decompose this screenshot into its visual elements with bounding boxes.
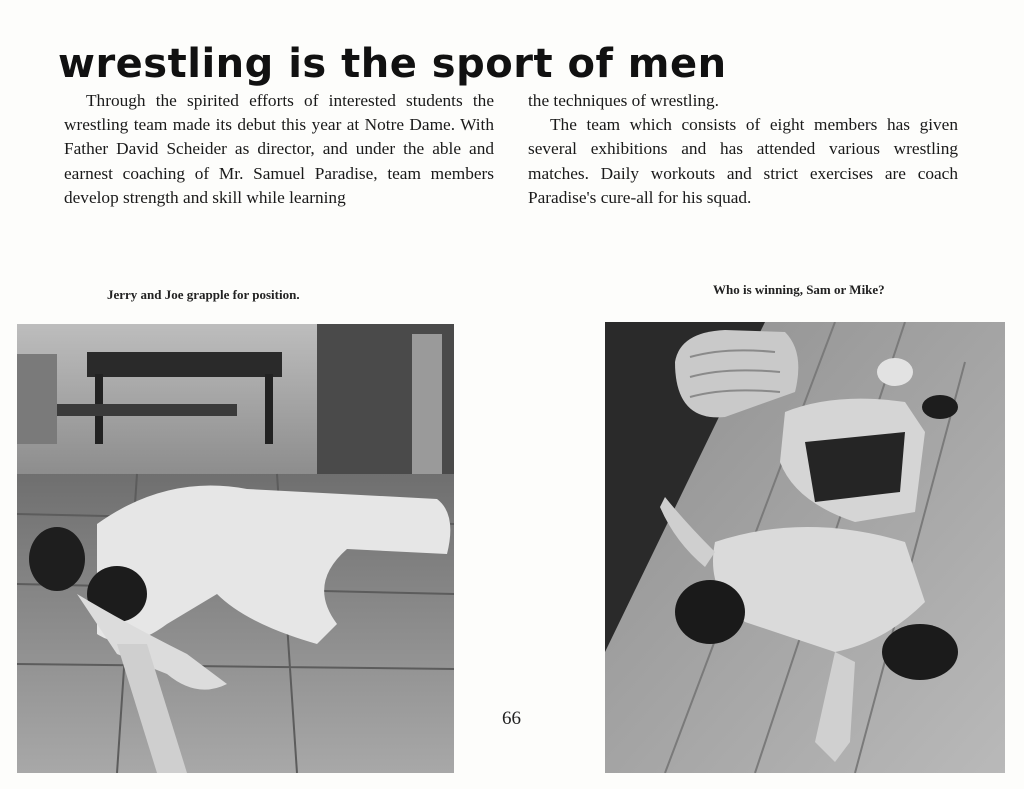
photo-caption-right: Who is winning, Sam or Mike? (713, 282, 885, 297)
intro-paragraph: Through the spirited efforts of interested students the wrestling team made its debut this year at Notre Dame. With Father David Scheider as director, and under the able and earnest coaching of Mr. Samuel Paradise, team members develop strength and skill while learning (64, 91, 494, 207)
intro-paragraph-continuation: the techniques of wrestling. (528, 91, 720, 110)
photo-image (17, 324, 454, 773)
page-title: wrestling is the sport of men (58, 40, 727, 87)
body-text-right-column (528, 89, 958, 210)
body-text-left-column (64, 89, 494, 210)
photo-wrestlers-on-mat (605, 322, 1005, 773)
photo-image (605, 322, 1005, 773)
page-number: 66 (502, 708, 521, 729)
photo-wrestlers-grappling (17, 324, 454, 773)
team-paragraph: The team which consists of eight members has given several exhibitions and has attended various wrestling matches. Daily workouts and strict exercises are coach Paradise's cure-all for his squad. (528, 115, 958, 207)
photo-caption-left: Jerry and Joe grapple for position. (107, 287, 300, 302)
